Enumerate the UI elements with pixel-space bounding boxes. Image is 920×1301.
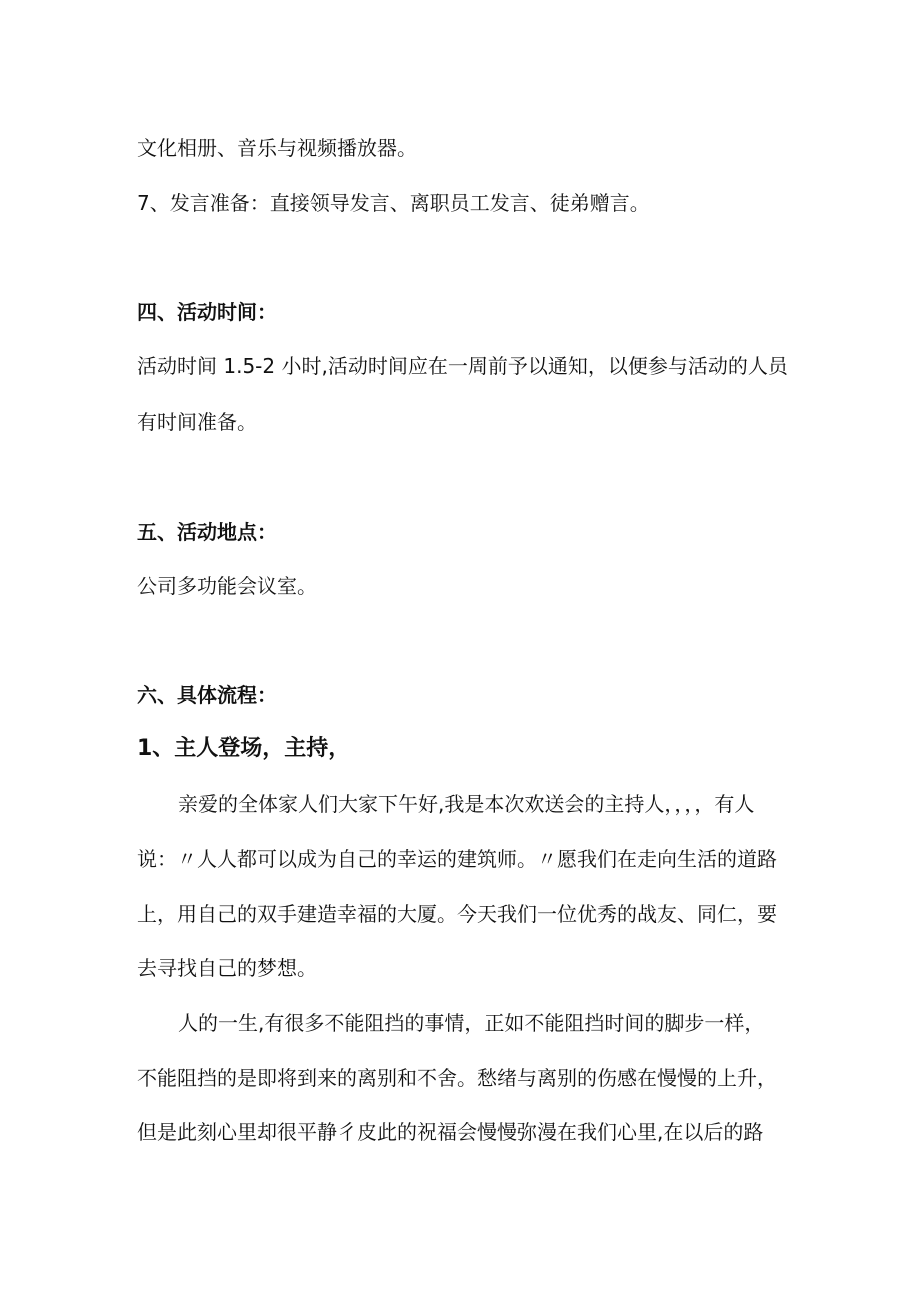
- paragraph-1-line-3: 上，用自己的双手建造幸福的大厦。今天我们一位优秀的战友、同仁，要: [137, 902, 777, 926]
- section-6-heading: 六、具体流程：: [137, 683, 277, 707]
- section-4-heading: 四、活动时间：: [137, 300, 277, 324]
- section-4-line-1: 活动时间 1.5-2 小时,活动时间应在一周前予以通知，以便参与活动的人员: [137, 354, 788, 378]
- paragraph-1-line-4: 去寻找自己的梦想。: [137, 956, 317, 980]
- paragraph-1-line-2: 说：〃人人都可以成为自己的幸运的建筑师。〃愿我们在走向生活的道路: [137, 847, 777, 871]
- paragraph-2-line-1: 人的一生,有很多不能阻挡的事情，正如不能阻挡时间的脚步一样，: [178, 1011, 765, 1035]
- paragraph-2-line-3: 但是此刻心里却很平静彳皮此的祝福会慢慢弥漫在我们心里,在以后的路: [137, 1120, 764, 1144]
- step-1-heading: 1、主人登场，主持，: [137, 736, 351, 761]
- intro-line-2: 7、发言准备：直接领导发言、离职员工发言、徒弟赠言。: [137, 191, 650, 215]
- section-5-line-1: 公司多功能会议室。: [137, 574, 317, 598]
- section-4-line-2: 有时间准备。: [137, 410, 257, 434]
- intro-line-1: 文化相册、音乐与视频播放器。: [137, 136, 417, 160]
- section-5-heading: 五、活动地点：: [137, 520, 277, 544]
- paragraph-1-line-1: 亲爱的全体家人们大家下午好,我是本次欢送会的主持人，，，，有人: [178, 792, 755, 816]
- paragraph-2-line-2: 不能阻挡的是即将到来的离别和不舍。愁绪与离别的伤感在慢慢的上升，: [137, 1066, 777, 1090]
